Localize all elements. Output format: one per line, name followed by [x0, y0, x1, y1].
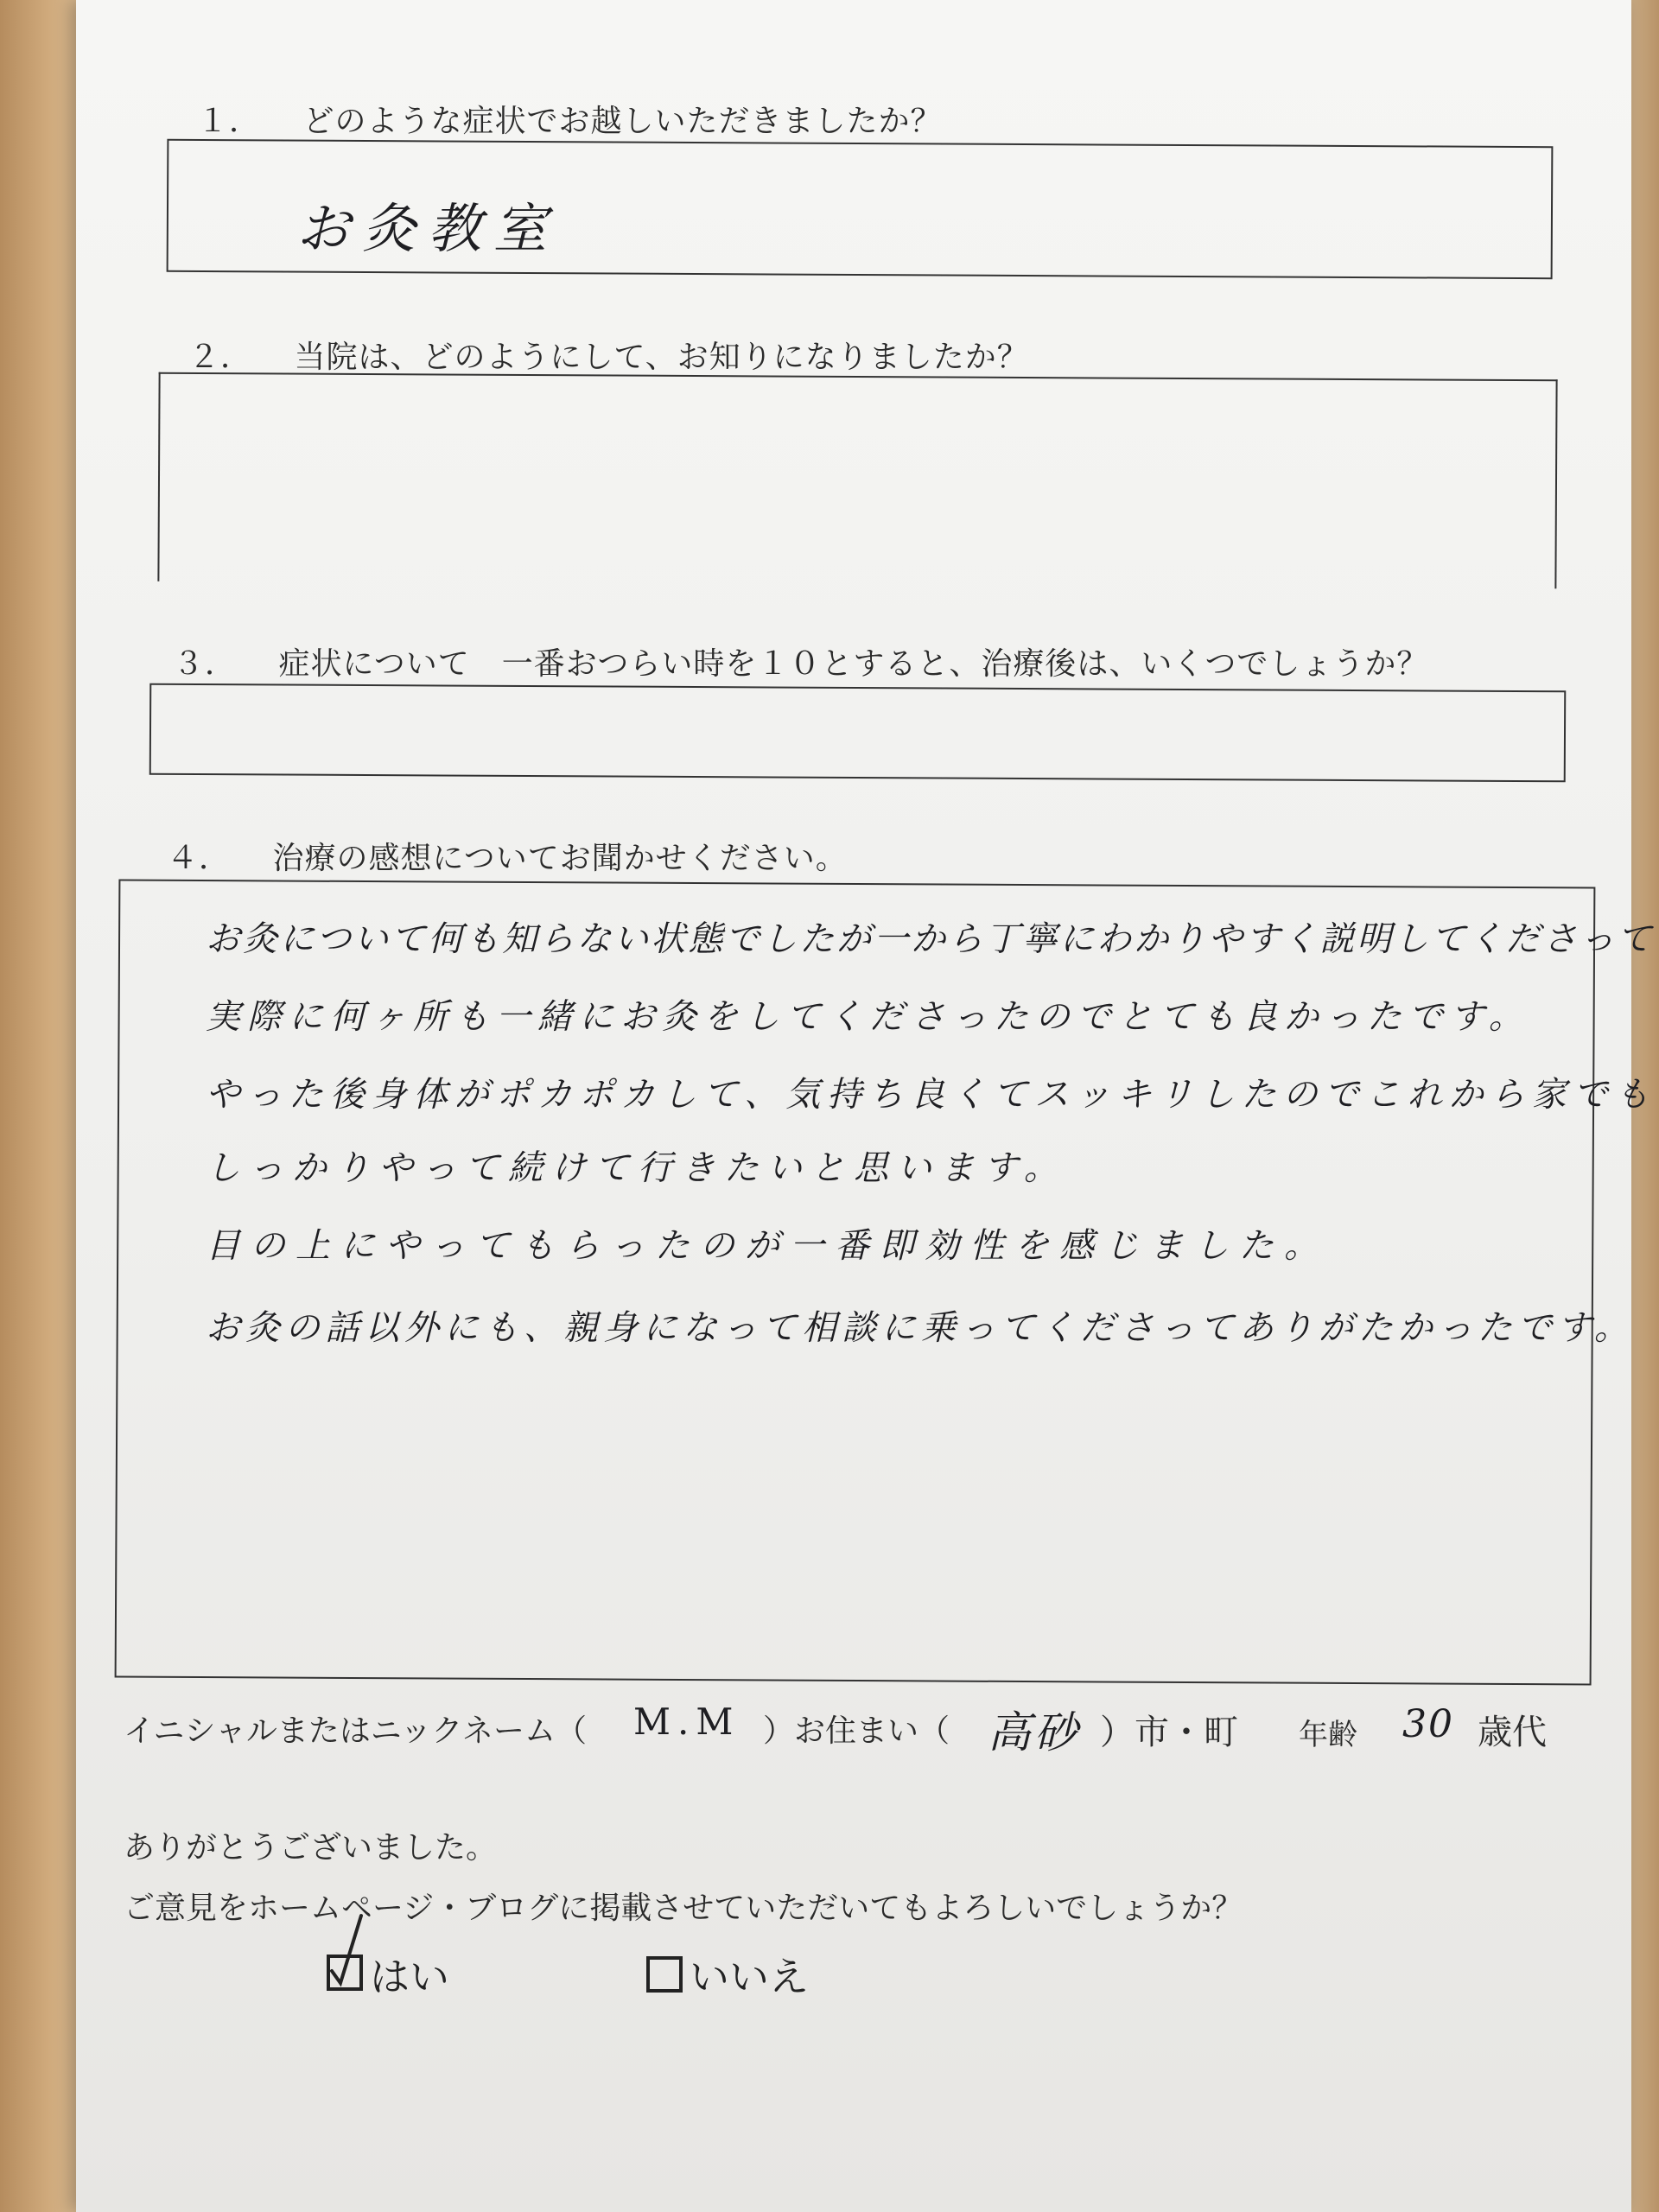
age-label: 年齢	[1299, 1718, 1357, 1752]
question-4-number: ４．	[167, 841, 232, 876]
question-4	[167, 834, 848, 878]
yes-checkbox[interactable]	[327, 1955, 363, 1991]
question-2	[188, 333, 1029, 377]
question-1	[197, 97, 942, 141]
question-1-number: １．	[197, 104, 262, 139]
impression-line-4: しっかりやって続けて行きたいと思います。	[206, 1148, 1067, 1188]
impression-line-1: お灸について何も知らない状態でしたが一から丁寧にわかりやすく説明してくださって	[206, 919, 1655, 959]
impression-line-6: お灸の話以外にも、親身になって相談に乗ってくださってありがたかったです。	[206, 1308, 1634, 1348]
address-label: ）お住まい（	[763, 1713, 950, 1749]
initial-label: イニシャルまたはニックネーム（	[124, 1713, 588, 1749]
question-3	[173, 639, 1428, 683]
wood-table-left	[0, 0, 78, 2212]
answer-1-handwriting: お灸教室	[296, 197, 560, 260]
address-value[interactable]: 高砂	[988, 1707, 1081, 1758]
city-label: ）市・町	[1100, 1713, 1238, 1752]
age-suffix: 歳代	[1478, 1713, 1547, 1752]
answer-box-2[interactable]	[157, 372, 1557, 588]
survey-sheet	[76, 0, 1656, 2212]
question-3-number: ３．	[173, 646, 238, 682]
consent-question: ご意見をホームページ・ブログに掲載させていただいてもよろしいでしょうか？	[124, 1891, 1243, 1926]
thanks-text: ありがとうございました。	[124, 1830, 498, 1866]
impression-line-3: やった後身体がポカポカして、気持ち良くてスッキリしたのでこれから家でも	[206, 1075, 1656, 1115]
yes-label: はい	[370, 1954, 449, 2000]
question-2-number: ２．	[188, 340, 253, 375]
no-checkbox[interactable]	[646, 1956, 683, 1993]
impression-line-5: 目の上にやってもらったのが一番即効性を感じました。	[206, 1226, 1329, 1266]
question-2-text: 当院は、どのようにして、お知りになりましたか？	[294, 340, 1029, 375]
answer-box-3[interactable]	[149, 683, 1567, 783]
question-3-text: 症状について 一番おつらい時を１０とすると、治療後は、いくつでしょうか？	[278, 646, 1429, 682]
no-label: いいえ	[690, 1954, 809, 2000]
question-1-text: どのような症状でお越しいただきましたか？	[302, 104, 943, 139]
impression-line-2: 実際に何ヶ所も一緒にお灸をしてくださったのでとても良かったです。	[206, 997, 1530, 1037]
question-4-text: 治療の感想についてお聞かせください。	[272, 841, 848, 876]
age-value[interactable]: 30	[1402, 1702, 1454, 1746]
initial-value[interactable]: M.M	[633, 1700, 741, 1743]
